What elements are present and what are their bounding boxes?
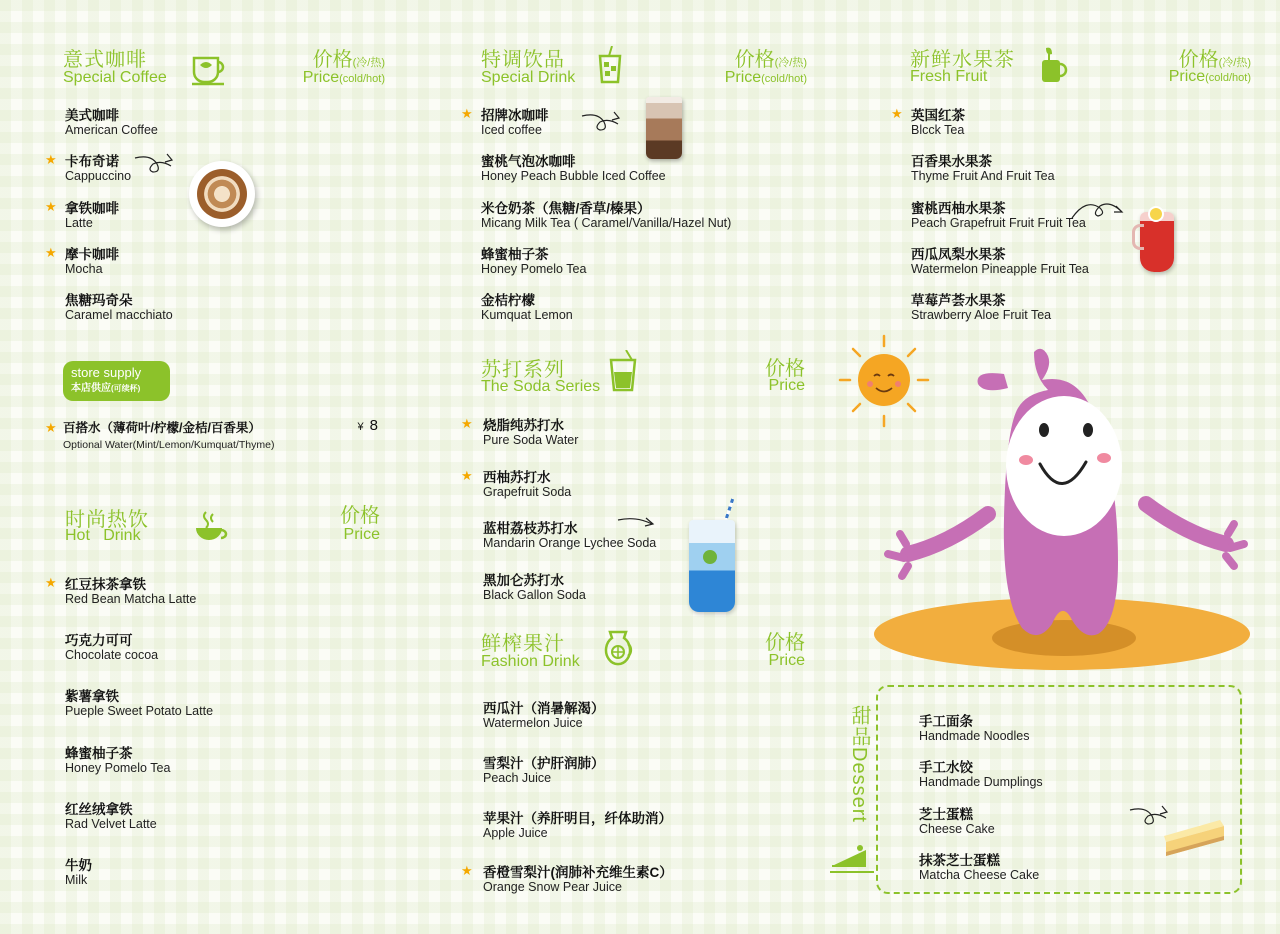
menu-item-name-cn: 手工面条	[919, 714, 973, 729]
menu-item-name-en: Honey Pomelo Tea	[65, 760, 171, 775]
juice-title-cn: 鲜榨果汁	[481, 633, 565, 655]
star-icon: ★	[45, 420, 57, 435]
menu-item-name-en: Chocolate cocoa	[65, 648, 159, 663]
star-icon: ★	[461, 863, 473, 879]
menu-item-name-en: Honey Pomelo Tea	[481, 261, 587, 276]
menu-item-name-cn: 卡布奇诺	[65, 154, 119, 170]
menu-item-name-cn: 西瓜凤梨水果茶	[911, 246, 1006, 262]
hot-drink-icon	[192, 510, 232, 544]
soda-title-en: The Soda Series	[481, 378, 601, 395]
menu-item-name-cn: 雪梨汁（护肝润肺）	[483, 755, 605, 771]
coffee-title-cn: 意式咖啡	[63, 49, 147, 71]
coffee-title-en: Special Coffee	[63, 69, 167, 86]
store-supply-item-en: Optional Water(Mint/Lemon/Kumquat/Thyme)	[63, 439, 275, 451]
menu-item-name-en: Orange Snow Pear Juice	[483, 880, 622, 895]
special-drink-price-header-en: Price(cold/hot)	[724, 69, 807, 86]
menu-item-name-cn: 招牌冰咖啡	[481, 108, 549, 123]
dessert-label-en: Dessert	[848, 747, 870, 823]
juice-title-en: Fashion Drink	[481, 653, 580, 670]
star-icon: ★	[45, 152, 57, 168]
menu-item-name-cn: 焦糖玛奇朵	[65, 293, 133, 309]
cake-slice-icon	[830, 840, 874, 874]
menu-item-name-cn: 米仓奶茶（焦糖/香草/榛果）	[481, 200, 651, 216]
menu-item-name-cn: 草莓芦荟水果茶	[911, 293, 1006, 309]
special-drink-price-header-cn: 价格(冷/热)	[734, 49, 807, 71]
star-icon: ★	[461, 106, 473, 121]
menu-item-name-en: Mandarin Orange Lychee Soda	[483, 536, 657, 550]
menu-item-name-cn: 牛奶	[65, 858, 92, 873]
soda-price-header-en: Price	[768, 377, 805, 394]
dessert-label-cn: 甜品	[848, 705, 870, 747]
dessert-label	[845, 705, 874, 823]
star-icon: ★	[461, 467, 473, 483]
curly-arrow-icon	[133, 152, 175, 176]
mascot-illustration	[874, 344, 1260, 674]
menu-item-name-en: Cappuccino	[65, 169, 132, 184]
menu-item-name-cn: 金桔柠檬	[481, 293, 535, 309]
menu-item-name-en: Kumquat Lemon	[481, 308, 573, 323]
hot-price-header-en: Price	[343, 526, 380, 543]
soda-title-cn: 苏打系列	[481, 359, 565, 381]
menu-item-name-en: Micang Milk Tea ( Caramel/Vanilla/Hazel Nut)	[481, 215, 732, 230]
cheesecake-photo	[1160, 814, 1228, 858]
juice-jug-icon	[602, 628, 638, 668]
hot-title-en: Hot Drink	[65, 527, 141, 544]
menu-item-name-en: Honey Peach Bubble Iced Coffee	[481, 169, 666, 184]
menu-item-name-cn: 抹茶芝士蛋糕	[919, 852, 1000, 868]
curly-arrow-icon	[1128, 804, 1170, 828]
menu-item-name-cn: 手工水饺	[919, 760, 973, 776]
menu-item-name-cn: 蜜桃气泡冰咖啡	[481, 154, 576, 170]
menu-item-name-en: Watermelon Juice	[483, 716, 583, 730]
fruit-tea-title-cn: 新鲜水果茶	[910, 49, 1015, 71]
menu-item-name-cn: 香橙雪梨汁(润肺补充维生素C）	[483, 865, 673, 881]
arrow-icon	[616, 515, 656, 529]
menu-item-name-cn: 蜂蜜柚子茶	[65, 745, 133, 761]
hot-title-cn: 时尚热饮	[65, 509, 149, 531]
menu-item-name-cn: 拿铁咖啡	[65, 200, 119, 216]
menu-item-name-en: Rad Velvet Latte	[65, 816, 157, 831]
store-supply-item-price: ¥ 8	[357, 417, 378, 434]
menu-item-name-en: Red Bean Matcha Latte	[65, 592, 197, 606]
star-icon: ★	[45, 575, 57, 590]
menu-item-name-cn: 黑加仑苏打水	[483, 572, 564, 588]
star-icon: ★	[45, 198, 57, 214]
store-supply-pill	[63, 361, 170, 401]
menu-item-name-en: Blcck Tea	[911, 123, 965, 137]
menu-item-name-en: Watermelon Pineapple Fruit Tea	[911, 261, 1089, 276]
menu-item-name-cn: 红丝绒拿铁	[65, 801, 133, 817]
cold-drink-icon	[598, 46, 622, 84]
coffee-price-header-cn: 价格(冷/热)	[312, 49, 385, 71]
menu-item-name-cn: 蜜桃西柚水果茶	[911, 200, 1006, 216]
menu-item-name-en: Handmade Noodles	[919, 729, 1030, 743]
fruit-tea-mug-icon	[1040, 46, 1068, 84]
menu-item-name-cn: 美式咖啡	[65, 108, 119, 123]
menu-item-name-en: Matcha Cheese Cake	[919, 867, 1040, 882]
store-supply-item-cn: 百搭水（薄荷叶/柠檬/金桔/百香果）	[63, 421, 261, 435]
menu-item-name-en: Apple Juice	[483, 825, 548, 840]
menu-item-name-en: Pure Soda Water	[483, 433, 579, 447]
soda-price-header-cn: 价格	[765, 358, 805, 380]
menu-item-name-en: American Coffee	[65, 123, 158, 137]
menu-item-name-en: Peach Grapefruit Fruit Fruit Tea	[911, 215, 1086, 230]
menu-item-name-cn: 苹果汁（养肝明目，纤体助消）	[483, 810, 672, 826]
star-icon: ★	[461, 416, 473, 431]
iced-coffee-photo	[646, 97, 682, 163]
fruit-tea-price-header-en: Price(cold/hot)	[1168, 68, 1251, 85]
menu-item-name-en: Grapefruit Soda	[483, 484, 572, 499]
menu-item-name-en: Black Gallon Soda	[483, 587, 586, 602]
menu-item-name-cn: 西柚苏打水	[483, 469, 551, 485]
menu-item-name-cn: 英国红茶	[911, 108, 965, 123]
menu-item-name-cn: 蜂蜜柚子茶	[481, 246, 549, 262]
curly-arrow-icon	[580, 110, 622, 134]
soda-glass-icon	[608, 350, 638, 392]
menu-item-name-en: Mocha	[65, 261, 103, 276]
fruit-tea-title-en: Fresh Fruit	[910, 68, 988, 85]
fruit-tea-price-header-cn: 价格(冷/热)	[1178, 49, 1251, 71]
menu-item-name-en: Milk	[65, 873, 88, 887]
juice-price-header-en: Price	[768, 652, 805, 669]
store-supply-label-cn: 本店供应(可续杯)	[71, 383, 141, 394]
menu-item-name-en: Pueple Sweet Potato Latte	[65, 704, 214, 719]
menu-item-name-en: Strawberry Aloe Fruit Tea	[911, 308, 1052, 323]
blue-soda-photo	[689, 520, 735, 612]
star-icon: ★	[45, 244, 57, 260]
coffee-price-header-en: Price(cold/hot)	[302, 69, 385, 86]
juice-price-header-cn: 价格	[765, 632, 805, 654]
menu-item-name-en: Handmade Dumplings	[919, 775, 1043, 790]
menu-item-name-cn: 烧脂纯苏打水	[483, 418, 564, 433]
curly-arrow-icon	[1070, 196, 1126, 222]
hot-price-header-cn: 价格	[340, 505, 380, 527]
menu-item-name-en: Latte	[65, 215, 93, 230]
menu-item-name-en: Iced coffee	[481, 123, 542, 137]
special-drink-title-en: Special Drink	[481, 69, 576, 86]
coffee-cup-icon	[190, 52, 228, 86]
menu-item-name-cn: 芝士蛋糕	[919, 806, 973, 822]
menu-item-name-cn: 蓝柑荔枝苏打水	[483, 521, 578, 536]
store-supply-label-en: store supply	[71, 365, 142, 380]
menu-item-name-cn: 西瓜汁（消暑解渴）	[483, 701, 605, 716]
menu-item-name-cn: 红豆抹茶拿铁	[65, 577, 146, 592]
menu-item-name-en: Caramel macchiato	[65, 308, 173, 323]
menu-item-name-cn: 百香果水果茶	[911, 154, 992, 170]
special-drink-title-cn: 特调饮品	[481, 49, 565, 71]
cappuccino-photo	[189, 161, 255, 227]
menu-item-name-cn: 摩卡咖啡	[65, 246, 119, 262]
star-icon: ★	[891, 106, 903, 121]
menu-item-name-en: Thyme Fruit And Fruit Tea	[911, 169, 1055, 184]
menu-item-name-en: Cheese Cake	[919, 821, 995, 836]
menu-item-name-en: Peach Juice	[483, 770, 552, 785]
fruit-tea-jug-photo	[1134, 206, 1180, 274]
menu-item-name-cn: 紫薯拿铁	[65, 689, 119, 705]
menu-item-name-cn: 巧克力可可	[65, 633, 133, 649]
